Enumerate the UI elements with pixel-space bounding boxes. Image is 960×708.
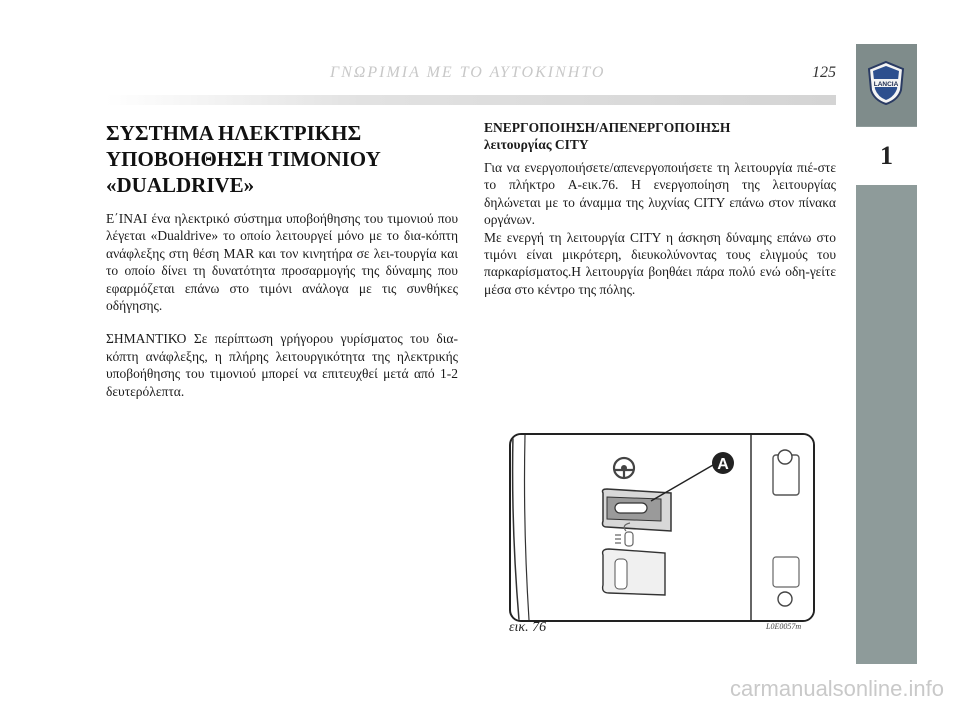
running-header-title: ΓΝΩΡΙΜΙΑ ΜΕ ΤΟ ΑΥΤΟΚΙΝΗΤΟ [330, 64, 606, 81]
lancia-logo-icon [866, 60, 906, 106]
left-column [106, 120, 458, 400]
section-title-dualdrive [106, 120, 458, 198]
svg-text:LANCIA: LANCIA [873, 80, 899, 88]
figure-caption: εικ. 76 [509, 620, 547, 635]
page-number: 125 [812, 64, 836, 81]
figure-code: L0E0057m [766, 622, 802, 631]
screw-top-icon [778, 450, 792, 464]
city-benefit-text: Με ενεργή τη λειτουργία CITY η άσκηση δύναμης επάνω στο τιμόνι είναι μικρότερη, διευκολύνοντας τους ελιγμούς του παρκαρίσματος.Η λειτουργία βοηθάει πάρα πολύ ενώ οδη-γείτε μέσα στο κέντρο της πόλης. [484, 229, 836, 297]
watermark: carmanualsonline.info [729, 676, 944, 701]
subtitle-line-2: λειτουργίας CITY [484, 136, 589, 152]
headlight-adjust-knob[interactable] [603, 549, 665, 595]
chapter-sidebar [856, 44, 917, 664]
title-line-1: ΣΥΣΤΗΜΑ ΗΛΕΚΤΡΙΚΗΣ [106, 121, 362, 145]
chapter-number: 1 [856, 127, 917, 185]
screw-bottom-icon [778, 592, 792, 606]
callout-a-label: A [717, 456, 729, 473]
sidebar-logo-block [856, 44, 917, 126]
right-column [484, 120, 836, 298]
dualdrive-description: Ε΄ΙΝΑΙ ένα ηλεκτρικό σύστημα υποβοήθησης του τιμονιού που λέγεται «Dualdrive» το οποίο λειτουργεί μόνο με το δια-κόπτη ανάφλεξης στη θέση MAR και τον κινητήρα σε λει-τουργία και το οποίο δίνει τη δυνατότητα προσαρμογής της δύναμης που εφαρμόζεται επάνω στο τιμόνι ανάλογα με τις συνθήκες οδήγησης. [106, 211, 458, 314]
figure-76 [509, 433, 815, 622]
header-rule [106, 95, 836, 105]
city-activation-text: Για να ενεργοποιήσετε/απενεργοποιήσετε τη λειτουργία πιέ-στε το πλήκτρο A-εικ.76. Η ενεργοποίηση της λειτουργίας δηλώνεται με το άναμμα της λυχνίας CITY επάνω στον πίνακα οργάνων. [484, 160, 836, 228]
title-line-3: «DUALDRIVE» [106, 173, 255, 197]
dashboard-switch-illustration [511, 435, 813, 620]
subtitle-line-1: ΕΝΕΡΓΟΠΟΙΗΣΗ/ΑΠΕΝΕΡΓΟΠΟΙΗΣΗ [484, 120, 731, 135]
section-title-city-mode [484, 120, 836, 153]
important-note: ΣΗΜΑΝΤΙΚΟ Σε περίπτωση γρήγορου γυρίσματος του δια-κόπτη ανάφλεξης, η πλήρης λειτουργικότητα της ηλεκτρικής υποβοήθησης του τιμονιού μπορεί να επιτευχθεί μετά από 1-2 δευτερόλεπτα. [106, 331, 458, 399]
title-line-2: ΥΠΟΒΟΗΘΗΣΗ ΤΙΜΟΝΙΟΥ [106, 147, 381, 171]
